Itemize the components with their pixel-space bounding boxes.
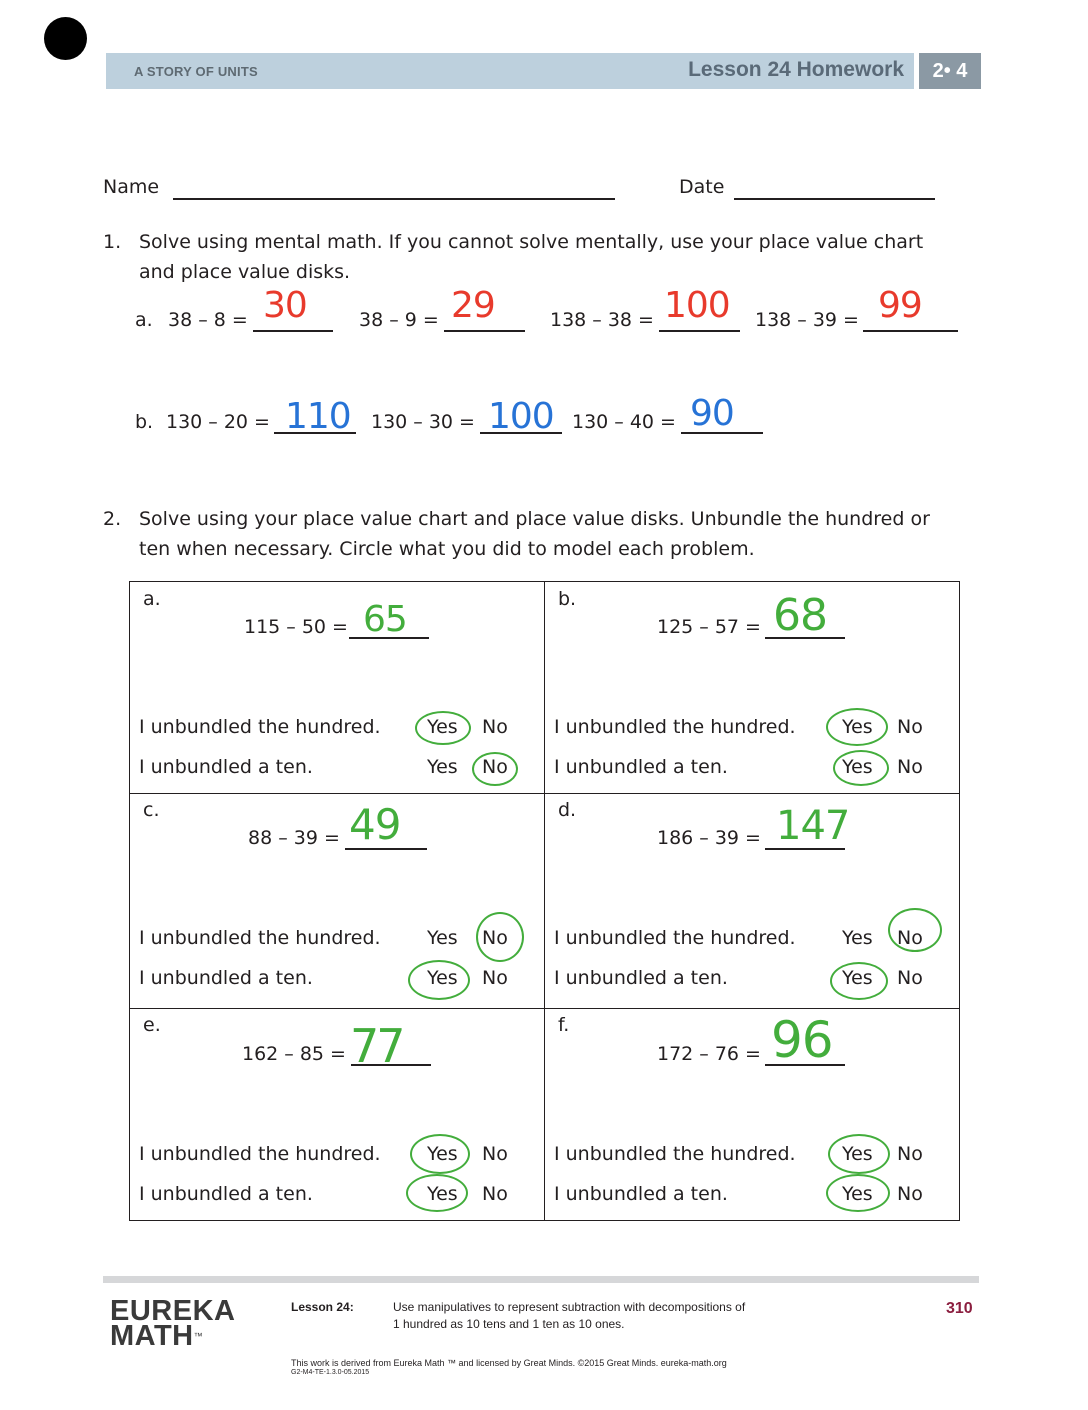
lesson-title: Lesson 24 Homework bbox=[688, 58, 904, 81]
q2e-ten-circle bbox=[406, 1174, 468, 1212]
q2a-answer: 65 bbox=[363, 599, 407, 640]
q1a-blank-2[interactable] bbox=[444, 330, 525, 332]
grid-vertical-divider bbox=[544, 581, 545, 1221]
q2f-expr: 172 – 76 = bbox=[657, 1043, 761, 1065]
q2d-hundred-no[interactable]: No bbox=[897, 927, 923, 949]
q2-number: 2. bbox=[103, 508, 122, 530]
q2b-ten-yes[interactable]: Yes bbox=[842, 756, 873, 778]
page-header bbox=[106, 53, 981, 89]
q2-instructions-line1: Solve using your place value chart and place value disks. Unbundle the hundred or bbox=[139, 508, 930, 530]
q2d-hundred-circle bbox=[888, 908, 942, 952]
q1a-answer-1: 30 bbox=[263, 285, 307, 326]
q2e-hundred-label: I unbundled the hundred. bbox=[139, 1143, 381, 1165]
q2c-hundred-yes[interactable]: Yes bbox=[427, 927, 458, 949]
q2c-expr: 88 – 39 = bbox=[248, 827, 340, 849]
q1a-answer-3: 100 bbox=[664, 285, 730, 326]
q2c-hundred-no[interactable]: No bbox=[482, 927, 508, 949]
q2c-ten-no[interactable]: No bbox=[482, 967, 508, 989]
q2e-label: e. bbox=[143, 1014, 161, 1036]
eureka-math-logo bbox=[110, 1295, 236, 1352]
q2a-ten-no[interactable]: No bbox=[482, 756, 508, 778]
q2e-hundred-yes[interactable]: Yes bbox=[427, 1143, 458, 1165]
page-number: 310 bbox=[946, 1300, 973, 1317]
logo-trademark: ™ bbox=[193, 1331, 204, 1341]
q2f-hundred-yes[interactable]: Yes bbox=[842, 1143, 873, 1165]
document-code: G2-M4-TE-1.3.0-05.2015 bbox=[291, 1369, 370, 1376]
license-text: This work is derived from Eureka Math ™ and licensed by Great Minds. ©2015 Great Minds. eureka-math.org bbox=[291, 1358, 727, 1368]
q2e-answer: 77 bbox=[350, 1019, 403, 1073]
q1a-expr-4: 138 – 39 = bbox=[755, 309, 859, 331]
q1-instructions-line1: Solve using mental math. If you cannot solve mentally, use your place value chart bbox=[139, 231, 924, 253]
grid-row-divider-2 bbox=[129, 1008, 960, 1009]
q2d-ten-circle bbox=[830, 962, 888, 1000]
q1a-answer-2: 29 bbox=[451, 285, 495, 326]
q2d-ten-no[interactable]: No bbox=[897, 967, 923, 989]
q1b-expr-1: 130 – 20 = bbox=[166, 411, 270, 433]
q2b-expr: 125 – 57 = bbox=[657, 616, 761, 638]
q2b-ten-label: I unbundled a ten. bbox=[554, 756, 728, 778]
name-label: Name bbox=[103, 176, 160, 198]
q2-instructions-line2: ten when necessary. Circle what you did to model each problem. bbox=[139, 538, 755, 560]
q2b-ten-circle bbox=[833, 750, 889, 786]
q1b-answer-3: 90 bbox=[690, 393, 734, 434]
q2e-hundred-no[interactable]: No bbox=[482, 1143, 508, 1165]
q2a-expr: 115 – 50 = bbox=[244, 616, 348, 638]
q1a-expr-1: 38 – 8 = bbox=[168, 309, 248, 331]
q1-instructions-line2: and place value disks. bbox=[139, 261, 351, 283]
q2d-hundred-yes[interactable]: Yes bbox=[842, 927, 873, 949]
q2c-ten-yes[interactable]: Yes bbox=[427, 967, 458, 989]
q2c-ten-circle bbox=[408, 960, 470, 1000]
q1a-expr-2: 38 – 9 = bbox=[359, 309, 439, 331]
q2b-hundred-yes[interactable]: Yes bbox=[842, 716, 873, 738]
q2a-hundred-yes[interactable]: Yes bbox=[427, 716, 458, 738]
footer-description-line1: Use manipulatives to represent subtraction with decompositions of bbox=[393, 1300, 746, 1314]
q2f-ten-label: I unbundled a ten. bbox=[554, 1183, 728, 1205]
q2a-hundred-no[interactable]: No bbox=[482, 716, 508, 738]
binder-hole bbox=[44, 17, 87, 60]
q2e-ten-yes[interactable]: Yes bbox=[427, 1183, 458, 1205]
q2c-hundred-circle bbox=[476, 912, 524, 962]
q2d-ten-yes[interactable]: Yes bbox=[842, 967, 873, 989]
q2d-expr: 186 – 39 = bbox=[657, 827, 761, 849]
q2a-ten-label: I unbundled a ten. bbox=[139, 756, 313, 778]
date-label: Date bbox=[679, 176, 725, 198]
q1a-blank-3[interactable] bbox=[659, 330, 740, 332]
q2b-hundred-circle bbox=[826, 708, 888, 746]
q2a-hundred-label: I unbundled the hundred. bbox=[139, 716, 381, 738]
q2f-answer: 96 bbox=[771, 1011, 833, 1069]
q2d-label: d. bbox=[558, 799, 577, 821]
q1a-expr-3: 138 – 38 = bbox=[550, 309, 654, 331]
q2f-ten-yes[interactable]: Yes bbox=[842, 1183, 873, 1205]
footer-lesson-label: Lesson 24: bbox=[291, 1300, 354, 1314]
q2f-ten-circle bbox=[826, 1174, 890, 1212]
q1b-answer-2: 100 bbox=[488, 396, 554, 437]
q2b-answer: 68 bbox=[773, 590, 827, 641]
q2a-hundred-circle bbox=[415, 711, 471, 745]
q1-number: 1. bbox=[103, 231, 122, 253]
q2b-hundred-no[interactable]: No bbox=[897, 716, 923, 738]
q2d-answer: 147 bbox=[776, 803, 850, 849]
q1a-answer-4: 99 bbox=[878, 285, 922, 326]
footer-description-line2: 1 hundred as 10 tens and 1 ten as 10 ones. bbox=[393, 1317, 625, 1331]
q2d-hundred-label: I unbundled the hundred. bbox=[554, 927, 796, 949]
q2b-label: b. bbox=[558, 588, 577, 610]
q2c-label: c. bbox=[143, 799, 160, 821]
q1b-label: b. bbox=[135, 411, 154, 433]
q2f-hundred-circle bbox=[828, 1134, 890, 1174]
logo-line1: EUREKA bbox=[110, 1295, 236, 1327]
q2b-ten-no[interactable]: No bbox=[897, 756, 923, 778]
q2a-ten-yes[interactable]: Yes bbox=[427, 756, 458, 778]
q2c-hundred-label: I unbundled the hundred. bbox=[139, 927, 381, 949]
series-title: A STORY OF UNITS bbox=[134, 64, 258, 79]
q2f-hundred-no[interactable]: No bbox=[897, 1143, 923, 1165]
q2c-ten-label: I unbundled a ten. bbox=[139, 967, 313, 989]
q1a-blank-4[interactable] bbox=[863, 330, 958, 332]
q2f-ten-no[interactable]: No bbox=[897, 1183, 923, 1205]
q1b-expr-2: 130 – 30 = bbox=[371, 411, 475, 433]
name-field[interactable] bbox=[173, 198, 615, 200]
q2f-hundred-label: I unbundled the hundred. bbox=[554, 1143, 796, 1165]
q2d-ten-label: I unbundled a ten. bbox=[554, 967, 728, 989]
q2c-answer: 49 bbox=[349, 800, 401, 849]
q2e-hundred-circle bbox=[410, 1134, 470, 1174]
q1a-blank-1[interactable] bbox=[253, 330, 333, 332]
q2a-ten-circle bbox=[472, 752, 518, 786]
module-badge: 2• 4 bbox=[919, 53, 981, 89]
q1b-expr-3: 130 – 40 = bbox=[572, 411, 676, 433]
logo-line2: MATH bbox=[110, 1320, 194, 1352]
date-field[interactable] bbox=[734, 198, 935, 200]
footer-rule bbox=[103, 1276, 979, 1283]
q2e-expr: 162 – 85 = bbox=[242, 1043, 346, 1065]
q2e-ten-label: I unbundled a ten. bbox=[139, 1183, 313, 1205]
q1b-answer-1: 110 bbox=[285, 396, 351, 437]
q2f-label: f. bbox=[558, 1014, 570, 1036]
q1a-label: a. bbox=[135, 309, 153, 331]
q2e-ten-no[interactable]: No bbox=[482, 1183, 508, 1205]
grid-row-divider-1 bbox=[129, 793, 960, 794]
q2b-hundred-label: I unbundled the hundred. bbox=[554, 716, 796, 738]
q2a-label: a. bbox=[143, 588, 161, 610]
